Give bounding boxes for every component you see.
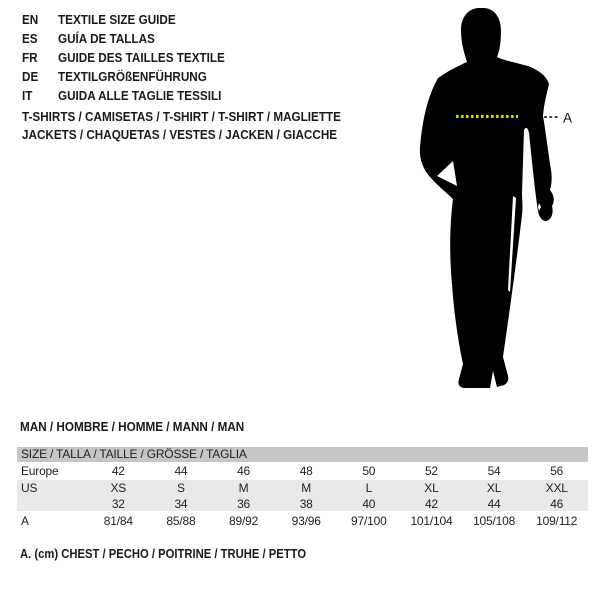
language-title-list xyxy=(22,10,225,105)
language-title: GUÍA DE TALLAS xyxy=(58,31,155,46)
table-row-chest-a xyxy=(17,511,588,530)
table-cell: 89/92 xyxy=(229,513,259,528)
language-title: GUIDE DES TAILLES TEXTILE xyxy=(58,50,225,65)
language-title: TEXTILGRÖßENFÜHRUNG xyxy=(58,69,207,84)
table-cell: 54 xyxy=(487,464,501,478)
table-cell: 34 xyxy=(174,496,188,511)
table-cell: 109/112 xyxy=(536,513,578,528)
category-tshirts: T-SHIRTS / CAMISETAS / T-SHIRT / T-SHIRT / MAGLIETTE xyxy=(22,109,341,124)
man-silhouette-figure xyxy=(400,0,600,410)
language-code: EN xyxy=(22,12,39,27)
table-cell: 52 xyxy=(424,464,438,478)
measure-label-a: A xyxy=(563,110,573,126)
table-cell: L xyxy=(365,481,373,495)
language-row-en xyxy=(22,10,225,29)
table-cell: 46 xyxy=(550,496,564,511)
table-cell: 44 xyxy=(174,464,188,478)
row-label: A xyxy=(21,513,29,528)
category-jackets: JACKETS / CHAQUETAS / VESTES / JACKEN / GIACCHE xyxy=(22,127,338,142)
language-row-fr xyxy=(22,48,225,67)
table-cell: 101/104 xyxy=(410,513,453,528)
table-cell: 50 xyxy=(362,464,376,478)
table-row-us xyxy=(17,480,588,496)
language-title: TEXTILE SIZE GUIDE xyxy=(58,12,176,27)
table-cell: XL xyxy=(486,481,502,495)
table-cell: M xyxy=(301,481,312,495)
table-cell: 36 xyxy=(237,496,251,511)
language-row-it xyxy=(22,86,225,105)
table-cell: 38 xyxy=(299,496,313,511)
language-code: ES xyxy=(22,31,38,46)
row-label: US xyxy=(21,481,38,495)
man-silhouette-body xyxy=(420,8,554,388)
table-cell: 42 xyxy=(424,496,438,511)
table-cell: 32 xyxy=(111,496,125,511)
table-cell: 42 xyxy=(111,464,125,478)
row-label: Europe xyxy=(21,464,59,478)
table-cell: XS xyxy=(110,481,127,495)
table-cell: 56 xyxy=(550,464,564,478)
language-title: GUIDA ALLE TAGLIE TESSILI xyxy=(58,88,222,103)
table-cell: 97/100 xyxy=(351,513,387,528)
figure-area xyxy=(400,0,600,410)
size-table-header: SIZE / TALLA / TAILLE / GRÖSSE / TAGLIA xyxy=(17,447,588,462)
table-cell: S xyxy=(177,481,185,495)
language-row-de xyxy=(22,67,225,86)
table-row-numeric xyxy=(17,496,588,511)
table-cell: 93/96 xyxy=(291,513,321,528)
language-row-es xyxy=(22,29,225,48)
table-cell: 48 xyxy=(299,464,313,478)
language-code: IT xyxy=(22,88,33,103)
table-cell: XL xyxy=(424,481,439,495)
table-cell: XXL xyxy=(545,481,568,495)
table-cell: 81/84 xyxy=(103,513,133,528)
garment-categories xyxy=(22,108,341,144)
table-cell: M xyxy=(238,481,249,495)
table-cell: 44 xyxy=(487,496,501,511)
table-cell: 105/108 xyxy=(473,513,516,528)
language-code: DE xyxy=(22,69,39,84)
section-title-man: MAN / HOMBRE / HOMME / MANN / MAN xyxy=(20,419,245,434)
table-cell: 46 xyxy=(237,464,251,478)
table-cell: 85/88 xyxy=(166,513,196,528)
language-code: FR xyxy=(22,50,38,65)
size-table xyxy=(17,447,588,530)
table-row-europe xyxy=(17,462,588,480)
table-cell: 40 xyxy=(362,496,376,511)
measurement-footnote: A. (cm) CHEST / PECHO / POITRINE / TRUHE / PETTO xyxy=(20,547,307,561)
